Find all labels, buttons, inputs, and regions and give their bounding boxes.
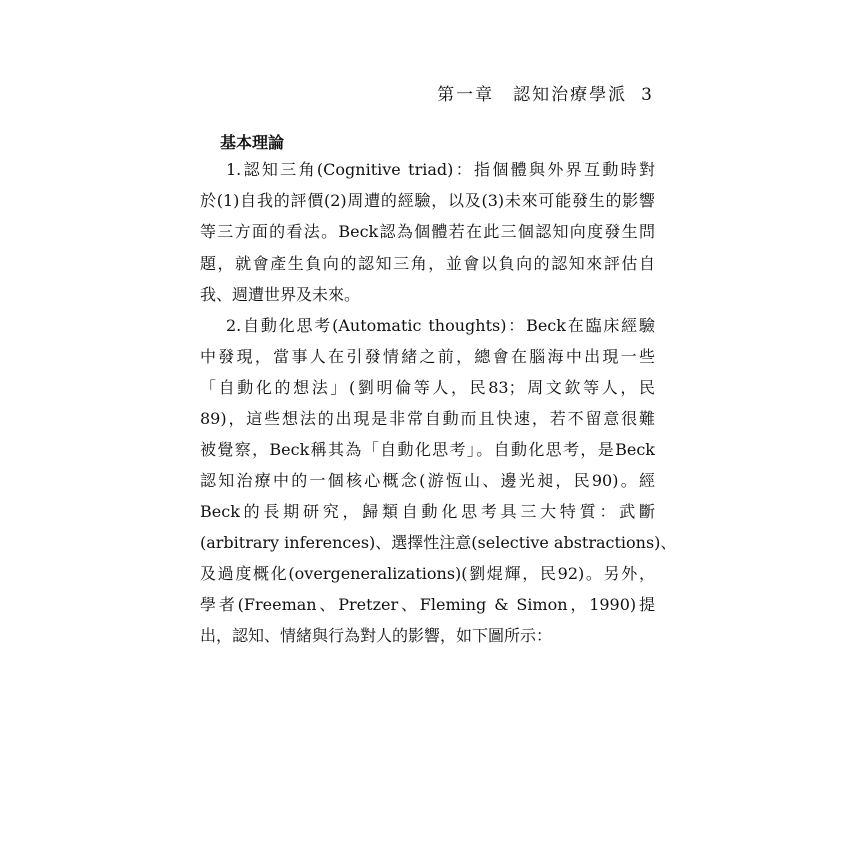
body-line: (arbitrary inferences)、選擇性注意(selective abstractions)、 (200, 533, 677, 552)
body-line: 「自動化的想法」(劉明倫等人，民83；周文欽等人，民 (200, 378, 655, 397)
body-line: 題，就會產生負向的認知三角，並會以負向的認知來評估自 (200, 254, 655, 273)
body-line: 1.認知三角(Cognitive triad)：指個體與外界互動時對 (226, 160, 655, 179)
chapter-title: 第一章 認知治療學派 (437, 85, 628, 105)
body-line: 認知治療中的一個核心概念(游恆山、邊光昶，民90)。經 (200, 471, 655, 490)
running-header (437, 80, 652, 105)
body-line: 我、週遭世界及未來。 (200, 285, 361, 304)
section-heading: 基本理論 (220, 133, 285, 152)
body-line: 學者(Freeman、Pretzer、Fleming & Simon，1990)提 (200, 595, 655, 614)
body-line: 及過度概化(overgeneralizations)(劉焜輝，民92)。另外， (200, 564, 655, 583)
body-line: 於(1)自我的評價(2)周遭的經驗，以及(3)未來可能發生的影響 (200, 191, 655, 210)
page-number: 3 (641, 85, 652, 105)
body-line: 被覺察，Beck稱其為「自動化思考」。自動化思考，是Beck (200, 440, 655, 459)
body-line: 等三方面的看法。Beck認為個體若在此三個認知向度發生問 (200, 222, 655, 241)
body-line: 89)，這些想法的出現是非常自動而且快速，若不留意很難 (200, 409, 655, 428)
body-line: Beck的長期研究，歸類自動化思考具三大特質：武斷 (200, 502, 655, 521)
body-line: 2.自動化思考(Automatic thoughts)：Beck在臨床經驗 (226, 316, 655, 335)
body-line: 出，認知、情緒與行為對人的影響，如下圖所示： (200, 626, 553, 645)
body-line: 中發現，當事人在引發情緒之前，總會在腦海中出現一些 (200, 347, 655, 366)
